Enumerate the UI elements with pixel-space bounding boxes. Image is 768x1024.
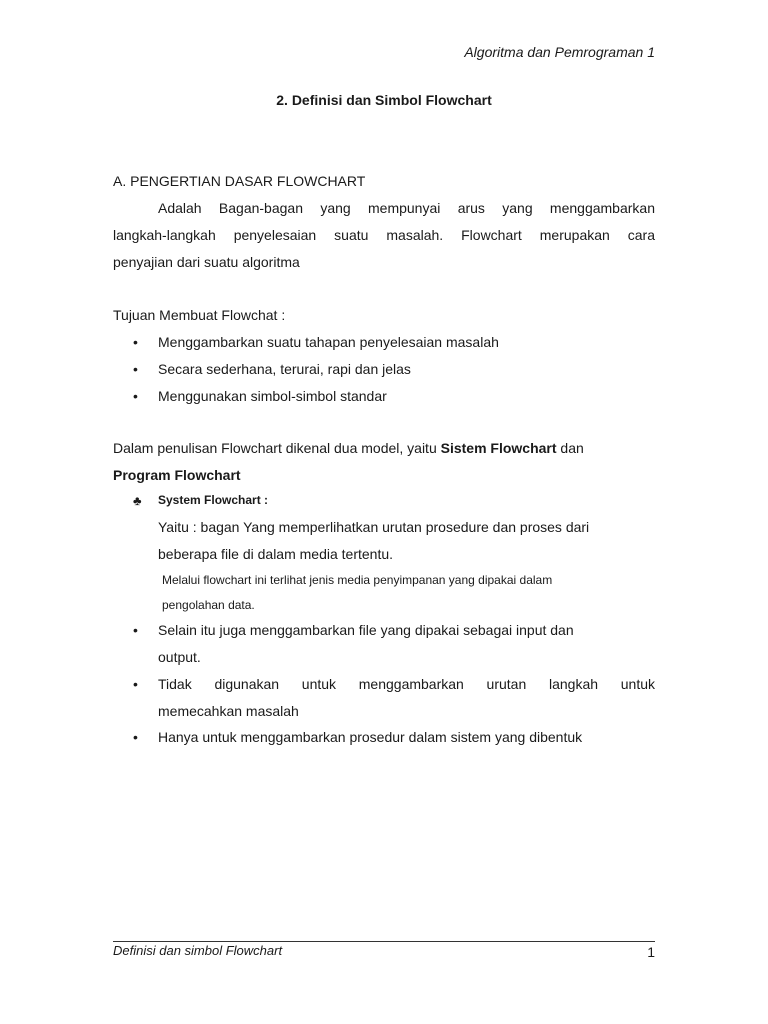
list-item-text: Hanya untuk menggambarkan prosedur dalam sistem yang dibentuk bbox=[158, 729, 583, 745]
bullet-icon: • bbox=[133, 622, 138, 638]
page-title: 2. Definisi dan Simbol Flowchart bbox=[276, 92, 492, 108]
models-sentence-line-1 bbox=[113, 440, 655, 456]
list-item-text: Menggambarkan suatu tahapan penyelesaian masalah bbox=[158, 334, 499, 350]
models-prefix: Dalam penulisan Flowchart dikenal dua model, yaitu bbox=[113, 440, 441, 456]
system-flowchart-heading: System Flowchart : bbox=[158, 493, 269, 507]
sistem-flowchart-term: Sistem Flowchart bbox=[440, 440, 557, 456]
list-item-text: Tidak digunakan untuk menggambarkan urutan langkah untuk bbox=[158, 676, 655, 692]
tujuan-heading: Tujuan Membuat Flowchat : bbox=[113, 307, 286, 323]
footer-divider bbox=[113, 941, 655, 942]
list-item-text: Secara sederhana, terurai, rapi dan jelas bbox=[158, 361, 411, 377]
system-flowchart-desc-line-1: Yaitu : bagan Yang memperlihatkan urutan prosedure dan proses dari bbox=[158, 519, 590, 535]
section-a-paragraph-line-2: langkah-langkah penyelesaian suatu masalah. Flowchart merupakan cara bbox=[113, 227, 655, 243]
list-item-continuation: memecahkan masalah bbox=[158, 703, 299, 719]
bullet-icon: • bbox=[133, 388, 138, 404]
bullet-icon: • bbox=[133, 361, 138, 377]
system-flowchart-desc-line-2: beberapa file di dalam media tertentu. bbox=[158, 546, 394, 562]
list-item-text: Menggunakan simbol-simbol standar bbox=[158, 388, 387, 404]
section-a-heading: A. PENGERTIAN DASAR FLOWCHART bbox=[113, 173, 366, 189]
list-item-text: Selain itu juga menggambarkan file yang dipakai sebagai input dan bbox=[158, 622, 574, 638]
bullet-icon: • bbox=[133, 676, 138, 692]
list-item-continuation: output. bbox=[158, 649, 201, 665]
running-header: Algoritma dan Pemrograman 1 bbox=[464, 44, 655, 60]
footer-title: Definisi dan simbol Flowchart bbox=[113, 943, 283, 958]
page-number: 1 bbox=[647, 944, 655, 960]
system-flowchart-note-line-1: Melalui flowchart ini terlihat jenis media penyimpanan yang dipakai dalam bbox=[162, 573, 553, 587]
section-a-paragraph-line-1: Adalah Bagan-bagan yang mempunyai arus yang menggambarkan bbox=[158, 200, 655, 216]
program-flowchart-term: Program Flowchart bbox=[113, 467, 241, 483]
system-flowchart-note-line-2: pengolahan data. bbox=[162, 598, 255, 612]
section-a-paragraph-line-3: penyajian dari suatu algoritma bbox=[113, 254, 300, 270]
models-suffix: dan bbox=[556, 440, 584, 456]
bullet-icon: • bbox=[133, 334, 138, 350]
bullet-icon: • bbox=[133, 729, 138, 745]
club-icon: ♣ bbox=[133, 493, 142, 508]
